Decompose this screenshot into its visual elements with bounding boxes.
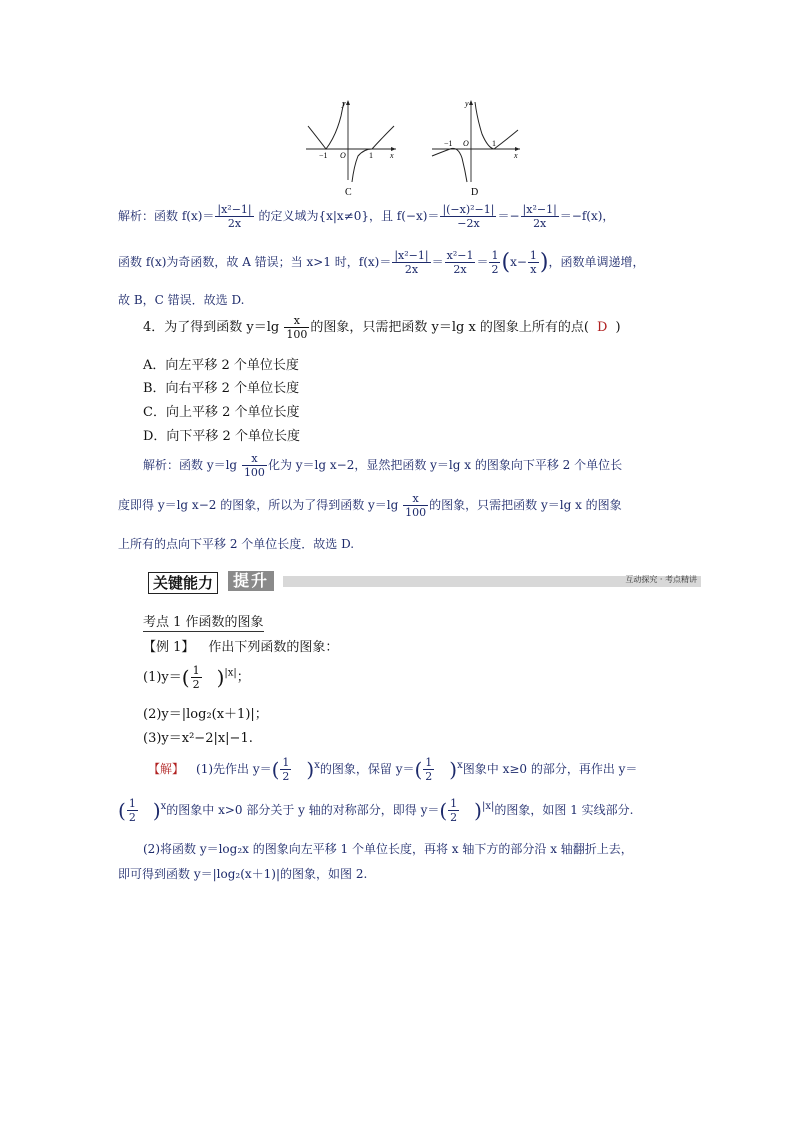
example-label: 【例 1】 bbox=[143, 640, 195, 655]
curve-left bbox=[308, 102, 344, 149]
graph-letter: C bbox=[345, 187, 352, 198]
analysis3-line2: 函数 f(x)为奇函数，故 A 错误；当 x>1 时，f(x)＝ $\frac{\text{|x²−1|}}{2x}$ ＝ $\frac{\text{x²−1}}{2x}$ ＝ $\frac{1}{2}$ (x− $\frac{1}{x}$ )，函数单调递增， bbox=[118, 249, 645, 276]
section-header bbox=[145, 571, 701, 593]
q4-solution-line1: 解析：函数 y＝lg $\frac{x}{100}$ 化为 y＝lg x−2，显然把函数 y＝lg x 的图象向下平移 2 个单位长 bbox=[143, 452, 623, 479]
y-label: y bbox=[342, 99, 346, 108]
q4-option-c: C．向上平移 2 个单位长度 bbox=[143, 405, 300, 420]
solution-line1: 【解】 (1)先作出 y＝( $\frac{1}{2}$ )$^x$的图象，保留 y＝( $\frac{1}{2}$ )$^x$图象中 x≥0 的部分，再作出 y＝ bbox=[148, 756, 638, 783]
q4-solution-line3: 上所有的点向下平移 2 个单位长度．故选 D. bbox=[118, 537, 355, 551]
tick-pos: 1 bbox=[369, 151, 373, 160]
graph-c bbox=[302, 96, 402, 200]
x-label: x bbox=[390, 151, 394, 160]
curve-right bbox=[352, 126, 394, 182]
y-axis-arrow bbox=[346, 100, 350, 105]
origin-label: O bbox=[340, 151, 346, 160]
q4-option-d: D．向下平移 2 个单位长度 bbox=[143, 429, 300, 444]
q4-option-b: B．向右平移 2 个单位长度 bbox=[143, 381, 300, 396]
graph-d bbox=[428, 96, 528, 200]
q4-answer: D bbox=[597, 320, 608, 335]
y-label: y bbox=[465, 99, 469, 108]
tick-neg: −1 bbox=[444, 139, 453, 148]
analysis3-line1: 解析：函数 f(x)＝ $\frac{\text{|x²−1|}}{2x}$ 的定义域为{x|x≠0}，且 f(−x)＝ $\frac{\text{|(−x)²−1|}}{-2x}$ ＝− $\frac{\text{|x²−1|}}{2x}$ ＝−f(x)， bbox=[118, 203, 615, 230]
section-right-text: 互动探究 · 考点精讲 bbox=[625, 575, 697, 584]
example-line: 【例 1】 作出下列函数的图象： bbox=[143, 640, 339, 655]
topic-heading: 考点 1 作函数的图象 bbox=[143, 611, 264, 632]
example-item2: (2)y＝|log₂(x＋1)|； bbox=[143, 707, 268, 722]
curve-right bbox=[475, 102, 518, 149]
solution-line3: (2)将函数 y＝log₂x 的图象向左平移 1 个单位长度，再将 x 轴下方的部分沿 x 轴翻折上去， bbox=[143, 842, 633, 856]
section-title: 关键能力 bbox=[148, 572, 218, 594]
graph-letter: D bbox=[471, 187, 479, 198]
curve-left bbox=[432, 148, 467, 182]
q4-stem: 4．为了得到函数 y＝lg $\frac{x}{100}$ 的图象，只需把函数 y＝lg x 的图象上所有的点( D ) bbox=[143, 314, 621, 341]
example-item3: (3)y＝x²−2|x|−1. bbox=[143, 731, 253, 746]
origin-label: O bbox=[463, 139, 469, 148]
solution-line2: ( $\frac{1}{2}$ )$^x$的图象中 x>0 部分关于 y 轴的对称部分，即得 y＝( $\frac{1}{2}$ )$^{|x|}$的图象，如图 1 实线部分. bbox=[118, 797, 634, 824]
solution-label: 【解】 bbox=[148, 762, 185, 776]
q4-option-a: A．向左平移 2 个单位长度 bbox=[143, 358, 299, 373]
x-label: x bbox=[514, 151, 518, 160]
section-boost: 提升 bbox=[228, 571, 274, 591]
tick-neg: −1 bbox=[319, 151, 328, 160]
tick-pos: 1 bbox=[492, 139, 496, 148]
y-axis-arrow bbox=[469, 100, 473, 105]
solution-line4: 即可得到函数 y＝|log₂(x＋1)|的图象，如图 2. bbox=[118, 867, 368, 881]
q4-solution-line2: 度即得 y＝lg x−2 的图象，所以为了得到函数 y＝lg $\frac{x}{100}$ 的图象，只需把函数 y＝lg x 的图象 bbox=[118, 492, 622, 519]
analysis3-line3: 故 B，C 错误．故选 D. bbox=[118, 293, 245, 307]
example-item1: (1)y＝( $\frac{1}{2}$ )$^{|x|}$； bbox=[143, 664, 250, 691]
